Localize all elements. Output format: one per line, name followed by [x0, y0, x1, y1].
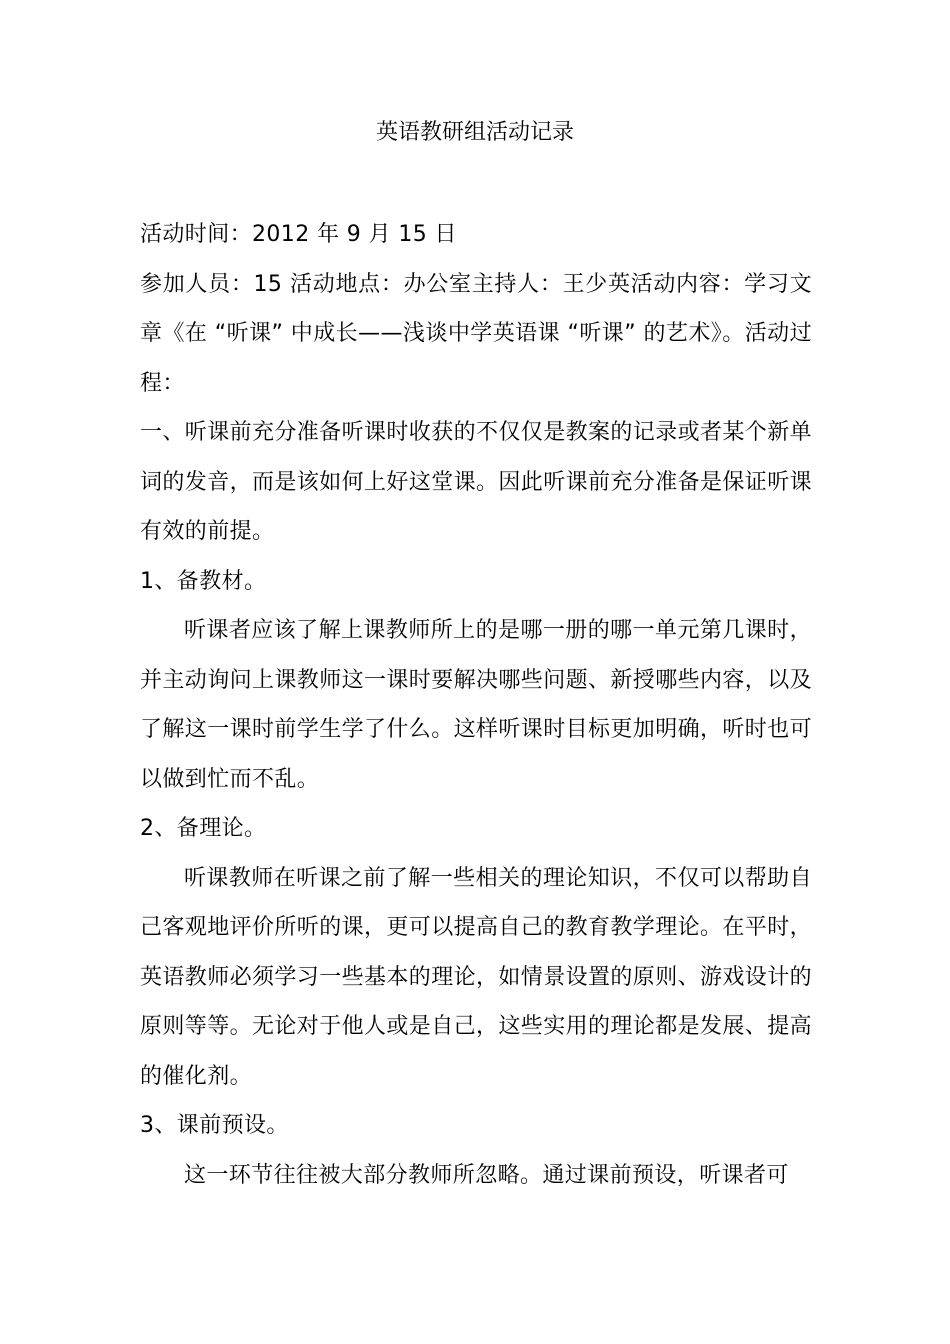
- paragraph-prepare-materials: 听课者应该了解上课教师所上的是哪一册的哪一单元第几课时，并主动询问上课教师这一课时要解决哪些问题、新授哪些内容，以及了解这一课时前学生学了什么。这样听课时目标更加明确，听时也可以做到忙而不乱。: [140, 618, 813, 792]
- paragraph-activity-time: 活动时间：2012 年 9 月 15 日: [140, 222, 457, 247]
- paragraph-prepare-theory: 听课教师在听课之前了解一些相关的理论知识，不仅可以帮助自己客观地评价所听的课，更可以提高自己的教育教学理论。在平时，英语教师必须学习一些基本的理论，如情景设置的原则、游戏设计的原则等等。无论对于他人或是自己，这些实用的理论都是发展、提高的催化剂。: [140, 865, 813, 1089]
- paragraph-pre-class-planning: 这一环节往往被大部分教师所忽略。通过课前预设，听课者可: [184, 1162, 789, 1188]
- document-title: 英语教研组活动记录: [375, 120, 574, 145]
- heading-prepare-theory: 2、备理论。: [140, 816, 267, 841]
- document-body: [140, 210, 812, 1200]
- heading-prepare-materials: 1、备教材。: [140, 568, 267, 594]
- paragraph-participants: 参加人员：15 活动地点：办公室主持人：王少英活动内容：学习文章《在 “听课” 中成长——浅谈中学英语课 “听课” 的艺术》。活动过程：: [140, 271, 812, 396]
- heading-pre-class-planning: 3、课前预设。: [140, 1113, 289, 1138]
- paragraph-section-one: 一、听课前充分准备听课时收获的不仅仅是教案的记录或者某个新单词的发音，而是该如何上好这堂课。因此听课前充分准备是保证听课有效的前提。: [140, 420, 813, 544]
